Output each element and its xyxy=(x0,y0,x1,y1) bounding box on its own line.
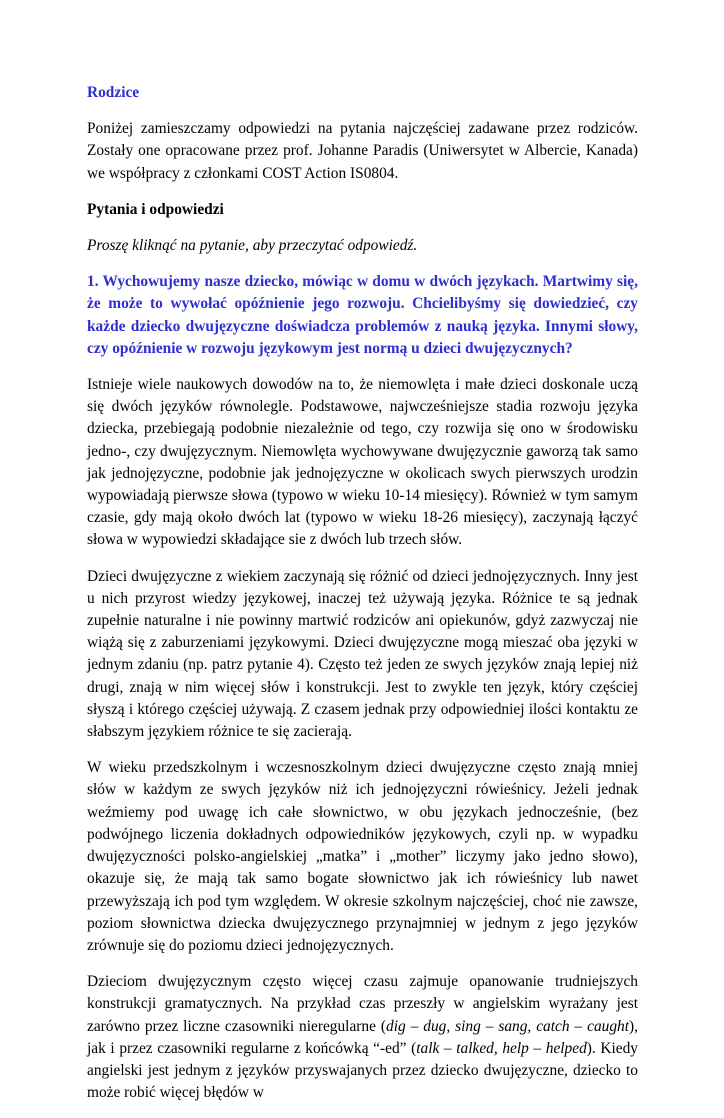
answer-paragraph-1: Istnieje wiele naukowych dowodów na to, że niemowlęta i małe dzieci doskonale uczą się dwóch języków równolegle. Podstawowe, najwcześniejsze stadia rozwoju języka dziecka, przebiegają podobnie niezależnie od tego, czy rozwija się ono w środowisku jedno-, czy dwujęzycznym. Niemowlęta wychowywane dwujęzycznie gaworzą tak samo jak jednojęzyczne, podobnie jak jednojęzyczne w okolicach swych pierwszych urodzin wypowiadają pierwsze słowa (typowo w wieku 10-14 miesięcy). Również w tym samym czasie, gdy mają około dwóch lat (typowo w wieku 18-26 miesięcy), zaczynają łączyć słowa w wypowiedzi składające sie z dwóch lub trzech słów. xyxy=(87,376,638,549)
answer-paragraph-4-part-c: ). Kiedy angielski jest jednym z języków przyswajanych przez dziecko dwujęzyczne, dziecko to może robić więcej błędów w xyxy=(87,1039,639,1102)
intro-paragraph: Poniżej zamieszczamy odpowiedzi na pytania najczęściej zadawane przez rodziców. Zostały one opracowane przez prof. Johanne Paradis (Uniwersytet w Albercie, Kanada) we współpracy z członkami COST Action IS0804. xyxy=(87,120,638,182)
instruction-text: Proszę kliknąć na pytanie, aby przeczytać odpowiedź. xyxy=(87,237,418,255)
example-regular-verbs: talk – talked, help – helped xyxy=(416,1039,587,1057)
example-irregular-verbs: dig – dug, sing – sang, catch – caught xyxy=(386,1017,630,1035)
answer-paragraph-4-part-b: ), jak i przez czasowniki regularne z końcówką “-ed” ( xyxy=(87,1017,638,1057)
section-title: Rodzice xyxy=(87,84,140,101)
document-page xyxy=(87,82,638,1118)
answer-paragraph-4-part-a: Dzieciom dwujęzycznym często więcej czasu zajmuje opanowanie trudniejszych konstrukcji gramatycznych. Na przykład czas przeszły w angielskim wyrażany jest zarówno przez liczne czasowniki nieregularne ( xyxy=(87,973,638,1035)
answer-paragraph-2: Dzieci dwujęzyczne z wiekiem zaczynają się różnić od dzieci jednojęzycznych. Inny jest u nich przyrost wiedzy językowej, inaczej też używają języka. Różnice te są jednak zupełnie naturalne i nie powinny martwić rodziców ani opiekunów, gdyż zazwyczaj nie wiążą się z zaburzeniami językowymi. Dzieci dwujęzyczne mogą mieszać oba języki w jednym zdaniu (np. patrz pytanie 4). Często też jeden ze swych języków znają lepiej niż drugi, znają w nim więcej słów i konstrukcji. Jest to zwykle ten język, który częściej słyszą i którego częściej używają. Z czasem jednak przy odpowiedniej ilości kontaktu ze słabszym językiem różnice te się zacierają. xyxy=(87,567,638,741)
qa-heading: Pytania i odpowiedzi xyxy=(87,200,224,218)
question-1-link[interactable]: 1. Wychowujemy nasze dziecko, mówiąc w domu w dwóch językach. Martwimy się, że może to wywołać opóźnienie jego rozwoju. Chcielibyśmy się dowiedzieć, czy każde dziecko dwujęzyczne doświadcza problemów z nauką języka. Innymi słowy, czy opóźnienie w rozwoju językowym jest normą u dzieci dwujęzycznych? xyxy=(87,273,638,357)
answer-paragraph-4 xyxy=(87,971,638,1104)
answer-paragraph-3: W wieku przedszkolnym i wczesnoszkolnym dzieci dwujęzyczne często znają mniej słów w każdym ze swych języków niż ich jednojęzyczni rówieśnicy. Jeżeli jednak weźmiemy pod uwagę ich całe słownictwo, w obu językach jednocześnie, (bez podwójnego liczenia dokładnych odpowiedników językowych, czyli np. w wypadku dwujęzyczności polsko-angielskiej „matka” i „mother” liczymy jako jedno słowo), okazuje się, że mają tak samo bogate słownictwo jak ich rówieśnicy lub nawet przewyższają ich pod tym względem. W okresie szkolnym najczęściej, choć nie zawsze, poziom słownictwa dziecka dwujęzycznego przynajmniej w jednym z jego języków zrównuje się do poziomu dzieci jednojęzycznych. xyxy=(87,759,638,954)
